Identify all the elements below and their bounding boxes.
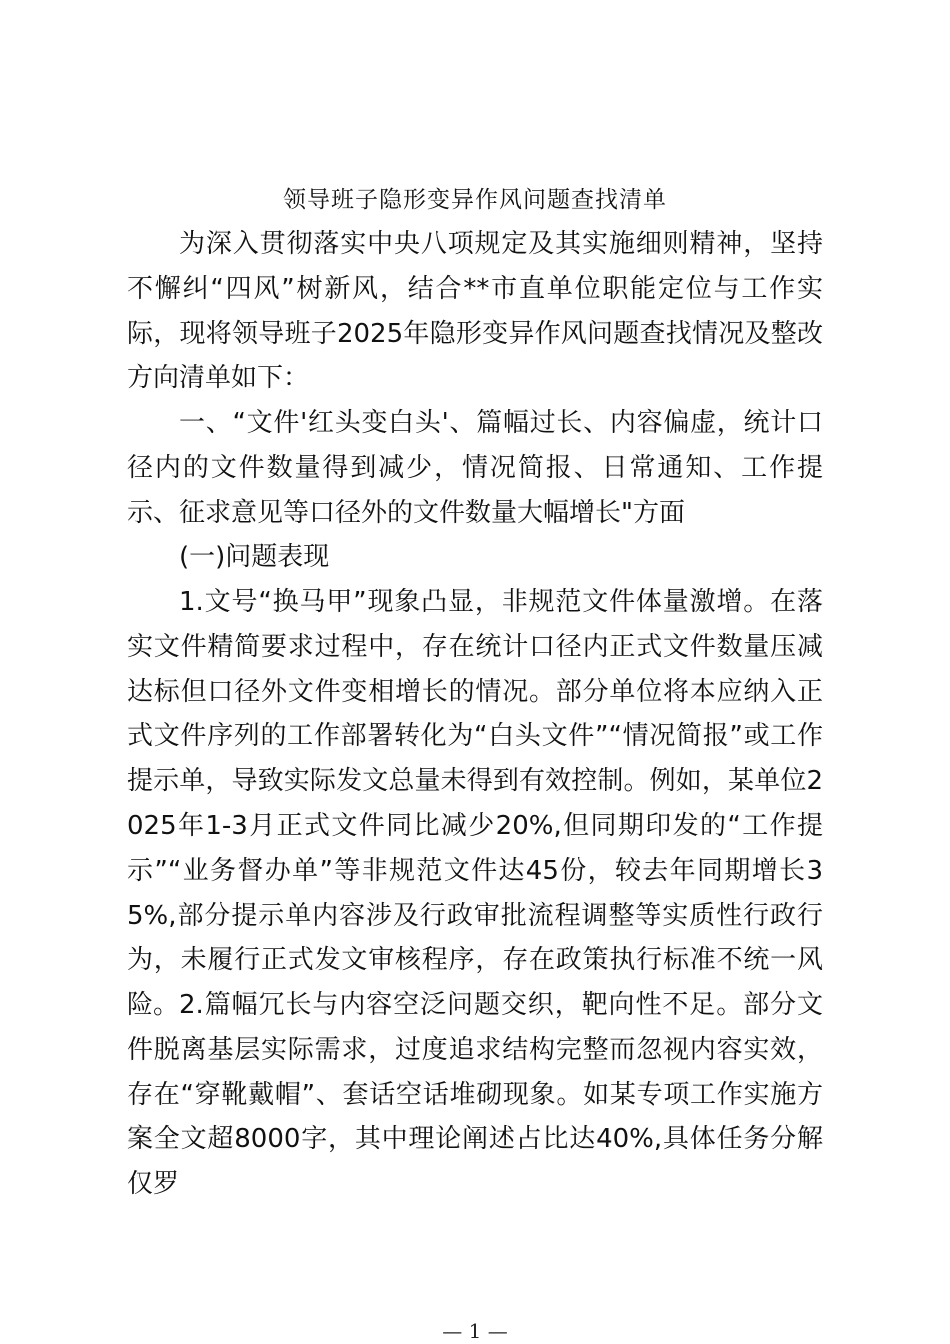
section-heading-1: 一、“文件'红头变白头'、篇幅过长、内容偏虚，统计口径内的文件数量得到减少，情况简报、日常通知、工作提示、征求意见等口径外的文件数量大幅增长"方面 (127, 408, 823, 528)
document-title: 领导班子隐形变异作风问题查找清单 (283, 187, 667, 213)
problem-item-2: 2.篇幅冗长与内容空泛问题交织，靶向性不足。部分文件脱离基层实际需求，过度追求结构完整而忽视内容实效，存在“穿靴戴帽”、套话空话堆砌现象。如某专项工作实施方案全文超8000字，其中理论阐述占比达40%,具体任务分解仅罗 (127, 990, 823, 1200)
page-number: — 1 — (442, 1319, 508, 1343)
subsection-heading-1: (一)问题表现 (179, 542, 330, 572)
intro-paragraph: 为深入贯彻落实中央八项规定及其实施细则精神，坚持不懈纠“四风”树新风，结合**市直单位职能定位与工作实际，现将领导班子2025年隐形变异作风问题查找情况及整改方向清单如下： (127, 229, 823, 394)
problem-item-1: 1.文号“换马甲”现象凸显，非规范文件体量激增。在落实文件精简要求过程中，存在统计口径内正式文件数量压减达标但口径外文件变相增长的情况。部分单位将本应纳入正式文件序列的工作部署转化为“白头文件”“情况简报”或工作提示单，导致实际发文总量未得到有效控制。例如，某单位2025年1-3月正式文件同比减少20%,但同期印发的“工作提示”“业务督办单”等非规范文件达45份，较去年同期增长35%,部分提示单内容涉及行政审批流程调整等实质性行政行为，未履行正式发文审核程序，存在政策执行标准不统一风险。 (127, 587, 823, 1021)
